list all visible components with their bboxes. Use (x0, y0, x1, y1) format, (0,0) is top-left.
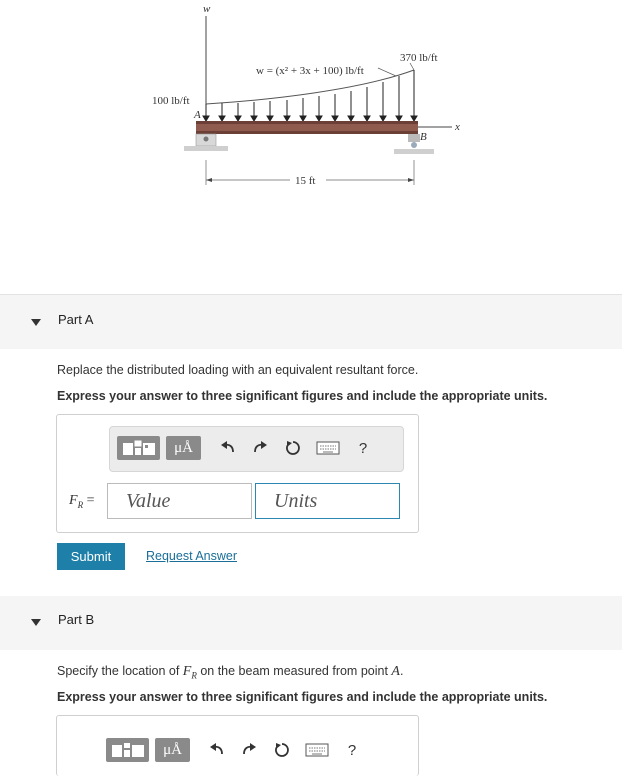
part-b-answer-box (56, 715, 419, 776)
point-b-label: B (420, 131, 427, 143)
value-input[interactable]: Value (107, 483, 252, 519)
templates-button[interactable] (117, 436, 160, 460)
part-b-prompt: Specify the location of $F_R$ on the beam measured from point A. (57, 664, 404, 681)
part-a-instruction: Express your answer to three significant figures and include the appropriate units. (57, 389, 548, 403)
load-arrows (203, 70, 417, 121)
help-button[interactable] (342, 738, 362, 762)
undo-icon (209, 742, 225, 758)
reset-button[interactable] (271, 738, 293, 762)
templates-icon (121, 439, 157, 457)
reset-icon (273, 741, 291, 759)
roller-support-b (394, 134, 434, 154)
redo-icon (252, 440, 268, 456)
part-b-title: Part B (58, 612, 95, 627)
collapse-triangle-icon[interactable] (31, 619, 41, 626)
help-icon: ? (347, 741, 357, 759)
help-icon: ? (358, 439, 368, 457)
reset-icon (284, 439, 302, 457)
part-a-prompt: Replace the distributed loading with an equivalent resultant force. (57, 363, 419, 377)
redo-button[interactable] (239, 738, 259, 762)
keyboard-icon (316, 441, 340, 455)
fr-label: $F_R$ = (69, 493, 95, 510)
w-axis-label: w (203, 3, 211, 15)
max-load-label: 370 lb/ft (400, 52, 438, 64)
redo-icon (241, 742, 257, 758)
point-a-label: A (194, 109, 201, 121)
request-answer-link[interactable]: Request Answer (146, 549, 238, 563)
min-load-label: 100 lb/ft (152, 95, 190, 107)
beam-figure (140, 0, 470, 200)
part-a-title: Part A (58, 312, 94, 327)
equation-toolbar (99, 732, 392, 772)
part-a-header[interactable] (0, 295, 622, 349)
mu-angstrom-label: μÅ (163, 741, 182, 758)
undo-button[interactable] (207, 738, 227, 762)
reset-button[interactable] (282, 436, 304, 460)
mu-angstrom-label: μÅ (174, 439, 193, 456)
templates-icon (110, 741, 146, 759)
part-b-header[interactable] (0, 596, 622, 650)
x-axis-label: x (455, 121, 460, 133)
equation-toolbar (109, 426, 404, 472)
load-equation-label: w = (x² + 3x + 100) lb/ft (256, 65, 364, 77)
part-a-answer-box (56, 414, 419, 533)
redo-button[interactable] (250, 436, 270, 460)
collapse-triangle-icon[interactable] (31, 319, 41, 326)
keyboard-icon (305, 743, 329, 757)
units-symbols-button[interactable] (166, 436, 201, 460)
keyboard-button[interactable] (304, 738, 330, 762)
submit-button[interactable]: Submit (57, 543, 125, 570)
pin-support-a (184, 134, 228, 151)
units-input[interactable]: Units (255, 483, 400, 519)
templates-button[interactable] (106, 738, 149, 762)
units-symbols-button[interactable] (155, 738, 190, 762)
keyboard-button[interactable] (315, 436, 341, 460)
undo-button[interactable] (218, 436, 238, 460)
part-b-instruction: Express your answer to three significant figures and include the appropriate units. (57, 690, 548, 704)
help-button[interactable] (353, 436, 373, 460)
span-label: 15 ft (295, 175, 316, 187)
undo-icon (220, 440, 236, 456)
